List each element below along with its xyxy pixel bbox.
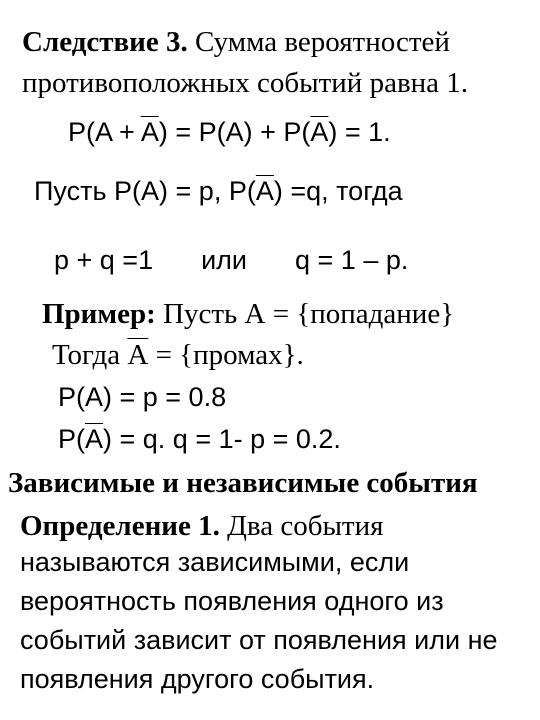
corollary-line-1: [22, 28, 450, 57]
corollary-label: Следствие 3.: [22, 26, 188, 58]
relation-diff: q = 1 – p.: [295, 245, 409, 275]
example-pa: P(A) = p = 0.8: [58, 382, 227, 412]
corollary-line-2: [22, 69, 468, 98]
definition-label: Определение 1.: [20, 510, 220, 542]
relation-line: [54, 247, 408, 274]
example-line-2: Тогда А = {промах}.: [52, 339, 304, 371]
complement-formula: $P(A + \overline{A}) = P(A) + P(\overline{A}) = 1$.: [68, 117, 391, 147]
definition-line-1: [20, 512, 383, 541]
let-statement: Пусть P(A) = p, $P(\overline{A}) =q$, тогда: [34, 176, 403, 206]
example-line-1: [42, 300, 454, 329]
corollary-text-1: Сумма вероятностей: [187, 26, 450, 58]
complement-a-symbol: А: [127, 339, 149, 371]
example-label: Пример:: [42, 298, 156, 330]
definition-line-5: появления другого события.: [20, 664, 375, 694]
example-text: Пусть А = {попадание}: [155, 298, 455, 330]
complement-a-symbol: $\overline{A}$: [255, 176, 274, 206]
corollary-text-2: противоположных событий равна 1.: [22, 67, 469, 99]
section-heading: Зависимые и независимые события: [8, 467, 478, 499]
definition-line-3: вероятность появления одного из: [20, 586, 444, 616]
complement-a-symbol: $\overline{A}$: [85, 424, 104, 454]
definition-line-4: событий зависит от появления или не: [20, 625, 498, 655]
relation-sum: p + q =1: [54, 245, 154, 275]
definition-line-2: называются зависимыми, если: [20, 547, 410, 577]
example-pabar: $P(\overline{A}) = q$. q = 1- p = 0.2.: [58, 424, 341, 454]
relation-or: или: [201, 245, 248, 275]
complement-a-symbol: $\overline{A}$: [310, 117, 329, 147]
definition-text-1: Два события: [219, 510, 384, 542]
complement-a-symbol: $\overline{A}$: [140, 117, 159, 147]
